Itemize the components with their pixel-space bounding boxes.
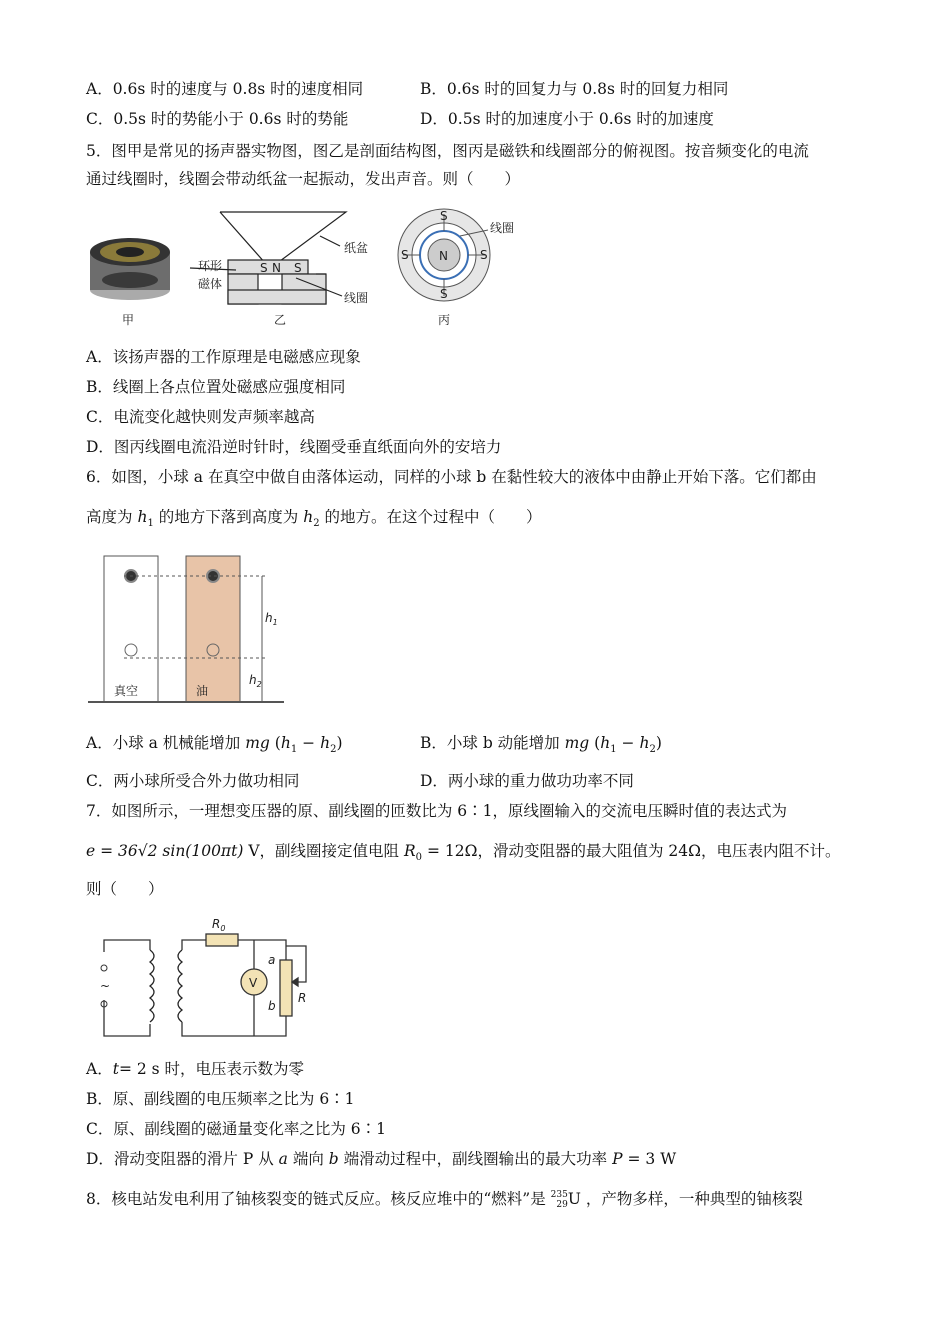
label-yi: 乙: [274, 313, 287, 327]
yi-n: N: [272, 261, 281, 275]
fig-tilde: ~: [100, 979, 111, 993]
q4-option-b: B．0.6s 时的回复力与 0.8s 时的回复力相同: [420, 80, 729, 98]
q6-option-c: C．两小球所受合外力做功相同: [86, 772, 300, 790]
label-coil: 线圈: [344, 291, 369, 305]
q5-option-a: A．该扬声器的工作原理是电磁感应现象: [86, 348, 361, 366]
q5-figure: [88, 208, 528, 333]
label-coil-top: 线圈: [490, 221, 515, 235]
q7-option-a: A．t= 2 s 时，电压表示数为零: [86, 1060, 305, 1078]
q8-mass-number: 235: [550, 1190, 568, 1200]
label-vacuum: 真空: [114, 684, 139, 698]
svg-text:h1: [265, 611, 278, 627]
q8-charge-number: 29: [556, 1200, 568, 1210]
q5-option-c: C．电流变化越快则发声频率越高: [86, 408, 315, 426]
label-bing: 丙: [438, 313, 451, 327]
q4-option-d: D．0.5s 时的加速度小于 0.6s 时的加速度: [420, 110, 714, 128]
fig-h2-sub: 2: [256, 680, 262, 689]
yi-s-right: S: [294, 261, 302, 275]
q6-stem-line1: 6．如图，小球 a 在真空中做自由落体运动，同样的小球 b 在黏性较大的液体中由静止开始下落。它们都由: [86, 468, 817, 486]
fig-r: R: [298, 991, 307, 1005]
label-jia: 甲: [122, 313, 135, 327]
fig-a: a: [268, 953, 276, 967]
fig-b: b: [268, 999, 276, 1013]
q7-stem-line1: 7．如图所示，一理想变压器的原、副线圈的匝数比为 6∶1，原线圈输入的交流电压瞬时值的表达式为: [86, 802, 788, 820]
q4-option-c: C．0.5s 时的势能小于 0.6s 时的势能: [86, 110, 349, 128]
q5-stem-line1: 5．图甲是常见的扬声器实物图，图乙是剖面结构图，图丙是磁铁和线圈部分的俯视图。按音频变化的电流: [86, 142, 809, 160]
q5-option-d: D．图丙线圈电流沿逆时针时，线圈受垂直纸面向外的安培力: [86, 438, 502, 456]
q6-figure: [88, 550, 288, 710]
q7-option-d: D．滑动变阻器的滑片 P 从 a 端向 b 端滑动过程中，副线圈输出的最大功率 P = 3 W: [86, 1150, 677, 1168]
fig-h1-h: h: [265, 611, 273, 625]
svg-text:h2: [249, 673, 262, 689]
bing-s-top: S: [440, 209, 448, 223]
bing-s-right: S: [480, 248, 488, 262]
yi-s-left: S: [260, 261, 268, 275]
q8-stem: 8．核电站发电利用了铀核裂变的链式反应。核反应堆中的“燃料”是 235 29 U ，产物多样，一种典型的铀核裂: [86, 1190, 803, 1210]
q7-figure: [92, 912, 332, 1044]
q7-option-b: B．原、副线圈的电压频率之比为 6∶1: [86, 1090, 355, 1108]
bing-n: N: [439, 249, 448, 263]
voltmeter-icon: V: [249, 976, 258, 990]
q8-uranium-symbol: U: [567, 1190, 581, 1208]
q6-option-d: D．两小球的重力做功功率不同: [420, 772, 634, 790]
q4-option-a: A．0.6s 时的速度与 0.8s 时的速度相同: [86, 80, 364, 98]
label-oil: 油: [196, 684, 209, 698]
label-paper-cone: 纸盆: [344, 241, 369, 255]
fig-h1-sub: 1: [272, 618, 278, 627]
label-ring-2: 磁体: [198, 277, 223, 291]
q6-option-a: A．小球 a 机械能增加 mg $(h_1 - h_2)$: [86, 734, 343, 756]
q7-stem-line3: 则（ ）: [86, 880, 164, 898]
fig-h2-h: h: [249, 673, 257, 687]
fig-r0-sub: 0: [220, 924, 226, 933]
q5-option-b: B．线圈上各点位置处磁感应强度相同: [86, 378, 346, 396]
label-ring-1: 环形: [198, 259, 223, 273]
q5-stem-line2: 通过线圈时，线圈会带动纸盆一起振动，发出声音。则（ ）: [86, 170, 521, 188]
bing-s-bottom: S: [440, 287, 448, 301]
q7-option-c: C．原、副线圈的磁通量变化率之比为 6∶1: [86, 1120, 387, 1138]
bing-s-left: S: [401, 248, 409, 262]
svg-text:R0: [212, 917, 225, 933]
q6-option-b: B．小球 b 动能增加 mg $(h_1 - h_2)$: [420, 734, 662, 756]
fig-r0: R: [212, 917, 221, 931]
q6-stem-line2: 高度为 $h_1$ 的地方下落到高度为 $h_2$ 的地方。在这个过程中（ ）: [86, 508, 542, 530]
speaker-photo-icon: [90, 238, 170, 300]
q7-stem-line2: e = 36√2 sin(100πt) V，副线圈接定值电阻 $R_0 = 12\Omega$，滑动变阻器的最大阻值为 24Ω，电压表内阻不计。: [86, 842, 841, 864]
